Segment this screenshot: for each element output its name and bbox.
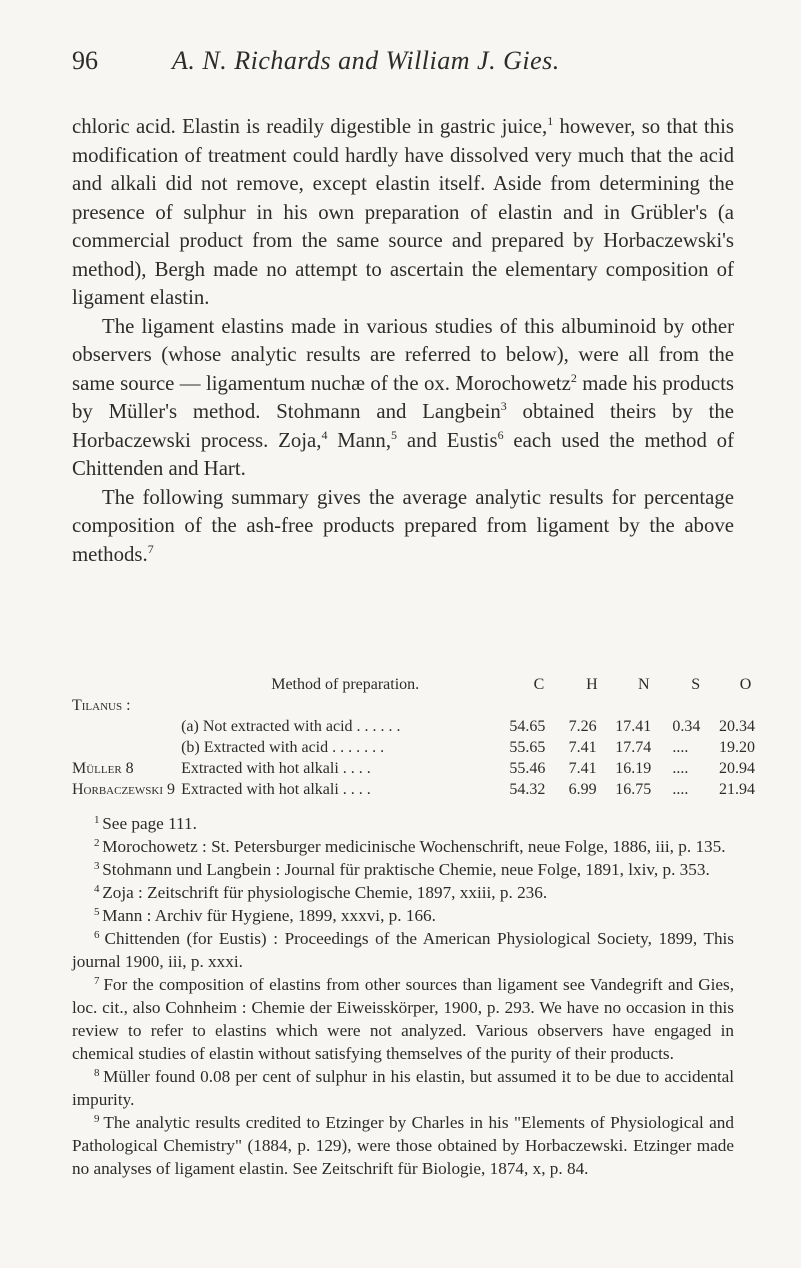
footnote-number: 7 (94, 975, 104, 987)
footnote-text: Zoja : Zeitschrift für physiologische Chemie, 1897, xxiii, p. 236. (102, 883, 548, 902)
table-cell: 17.74 (615, 739, 652, 756)
row-method: (a) Not extracted with acid . . . . . . (181, 718, 401, 735)
footnote-number: 6 (94, 929, 105, 941)
col-header-s: S (691, 676, 701, 693)
footnote-ref: 3 (500, 399, 507, 413)
page-number: 96 (72, 46, 98, 75)
table-cell (672, 695, 719, 716)
table-row (72, 695, 772, 716)
footnote-number: 8 (94, 1067, 104, 1079)
footnote-number: 4 (94, 883, 103, 895)
footnote (72, 973, 734, 1065)
footnote-text: Mann : Archiv für Hygiene, 1899, xxxvi, p. 166. (102, 906, 436, 925)
body-text (72, 113, 734, 569)
row-source: Horbaczewski 9 (72, 781, 175, 798)
footnote-text: See page 111. (102, 814, 197, 833)
footnote-text: Müller found 0.08 per cent of sulphur in his elastin, but assumed it to be due to accidental impurity. (72, 1067, 734, 1109)
table-cell (569, 695, 616, 716)
footnote (72, 927, 734, 973)
table-row (72, 737, 772, 758)
text-run: The ligament elastins made in various studies of this albuminoid by other observers (whose analytic results are referred to below), were all from the same source — ligamentum nuchæ of the ox. Morochowetz (72, 314, 734, 395)
body-paragraph (72, 484, 734, 570)
footnote-number: 3 (94, 860, 103, 872)
col-header-h: H (586, 676, 598, 693)
table-cell: 21.94 (719, 781, 755, 798)
footnote-text: Morochowetz : St. Petersburger medicinische Wochenschrift, neue Folge, 1886, iii, p. 135. (102, 837, 726, 856)
col-header-c: C (533, 676, 545, 693)
table-cell: .... (672, 739, 689, 756)
footnote-ref: 2 (570, 370, 577, 385)
footnote (72, 904, 734, 927)
col-header-n: N (638, 676, 650, 693)
row-method: Extracted with hot alkali . . . . (181, 781, 371, 798)
footnote-ref: 1 (547, 114, 554, 128)
footnote (72, 1065, 734, 1111)
row-source (72, 737, 181, 758)
table-cell: 55.46 (509, 760, 546, 777)
table-row (72, 716, 772, 737)
row-method: (b) Extracted with acid . . . . . . . (181, 739, 385, 756)
row-source: Tilanus : (72, 697, 131, 714)
table-cell: 16.75 (615, 781, 652, 798)
footnote-ref: 5 (391, 427, 398, 442)
footnote (72, 881, 734, 904)
footnote-ref: 7 (147, 541, 154, 556)
text-run: and Eustis (397, 428, 498, 452)
footnote-ref: 6 (497, 427, 504, 442)
row-source (72, 716, 181, 737)
row-method (181, 695, 509, 716)
text-run: Mann, (327, 428, 392, 452)
footnote-ref: 4 (321, 427, 328, 442)
body-paragraph (72, 313, 734, 484)
text-run: however, so that this modification of treatment could hardly have dissolved very much that the acid and alkali did not remove, except elastin itself. Aside from determining the presence of sulphur in his own preparation of elastin and in Grübler's (a commercial product from the same source and prepared by Horbaczewski's method), Bergh made no attempt to ascertain the elementary composition of ligament elastin. (72, 115, 734, 309)
table-cell: 7.41 (568, 739, 597, 756)
footnote (72, 1111, 734, 1180)
running-head: A. N. Richards and William J. Gies. (172, 46, 560, 75)
table-cell: 19.20 (719, 739, 755, 756)
page-header (72, 46, 741, 86)
footnote-number: 5 (94, 906, 103, 918)
composition-table (72, 674, 772, 800)
table-cell (615, 695, 672, 716)
table-cell (719, 695, 772, 716)
table-row (72, 758, 772, 779)
text-run: The following summary gives the average analytic results for percentage composition of the ash-free products prepared from ligament by the above methods. (72, 485, 734, 566)
footnote-number: 9 (94, 1113, 104, 1125)
footnote (72, 858, 734, 881)
table-header-row (72, 674, 772, 695)
footnote-number: 1 (94, 814, 103, 826)
footnote-text: Stohmann und Langbein : Journal für praktische Chemie, neue Folge, 1891, lxiv, p. 353. (102, 860, 710, 879)
text-run: obtained theirs by the Horbaczewski process. Zoja, (72, 400, 734, 452)
text-run: each used the method of Chittenden and Hart. (72, 428, 734, 480)
table-cell: 54.32 (509, 781, 546, 798)
method-header: Method of preparation. (271, 676, 420, 693)
text-run: chloric acid. Elastin is readily digestible in gastric juice, (72, 115, 548, 138)
table-row (72, 779, 772, 800)
table-cell: .... (672, 760, 689, 777)
table-cell: 55.65 (509, 739, 546, 756)
footnotes (72, 812, 734, 1180)
table-cell: 7.41 (568, 760, 597, 777)
footnote-text: Chittenden (for Eustis) : Proceedings of the American Physiological Society, 1899, This journal 1900, iii, p. xxxi. (72, 929, 734, 971)
footnote (72, 835, 734, 858)
footnote-text: The analytic results credited to Etzinger by Charles in his "Elements of Physiological and Pathological Chemistry" (1884, p. 129), were those obtained by Horbaczewski. Etzinger made no analyses of ligament elastin. See Zeitschrift für Biologie, 1874, x, p. 84. (72, 1113, 734, 1178)
table-cell: 6.99 (568, 781, 597, 798)
table-cell: .... (672, 781, 689, 798)
row-source: Müller 8 (72, 760, 134, 777)
table-cell: 16.19 (615, 760, 652, 777)
text-run: made his products by Müller's method. Stohmann and Langbein (72, 371, 734, 423)
table-cell: 0.34 (672, 718, 701, 735)
table-cell: 20.94 (719, 760, 755, 777)
row-method: Extracted with hot alkali . . . . (181, 760, 371, 777)
table-cell: 17.41 (615, 718, 652, 735)
table-cell: 54.65 (509, 718, 546, 735)
table-cell: 20.34 (719, 718, 755, 735)
footnote-text: For the composition of elastins from other sources than ligament see Vandegrift and Gies, loc. cit., also Cohnheim : Chemie der Eiweisskörper, 1900, p. 293. We have no occasion in this review to refer to elastins which were not analyzed. Various observers have engaged in chemical studies of elastin without satisfying themselves of the purity of their products. (72, 975, 735, 1063)
footnote-number: 2 (94, 837, 103, 849)
body-paragraph (72, 113, 734, 313)
table-cell (509, 695, 568, 716)
table-cell: 7.26 (568, 718, 597, 735)
footnote (72, 812, 734, 835)
col-header-o: O (739, 676, 752, 693)
